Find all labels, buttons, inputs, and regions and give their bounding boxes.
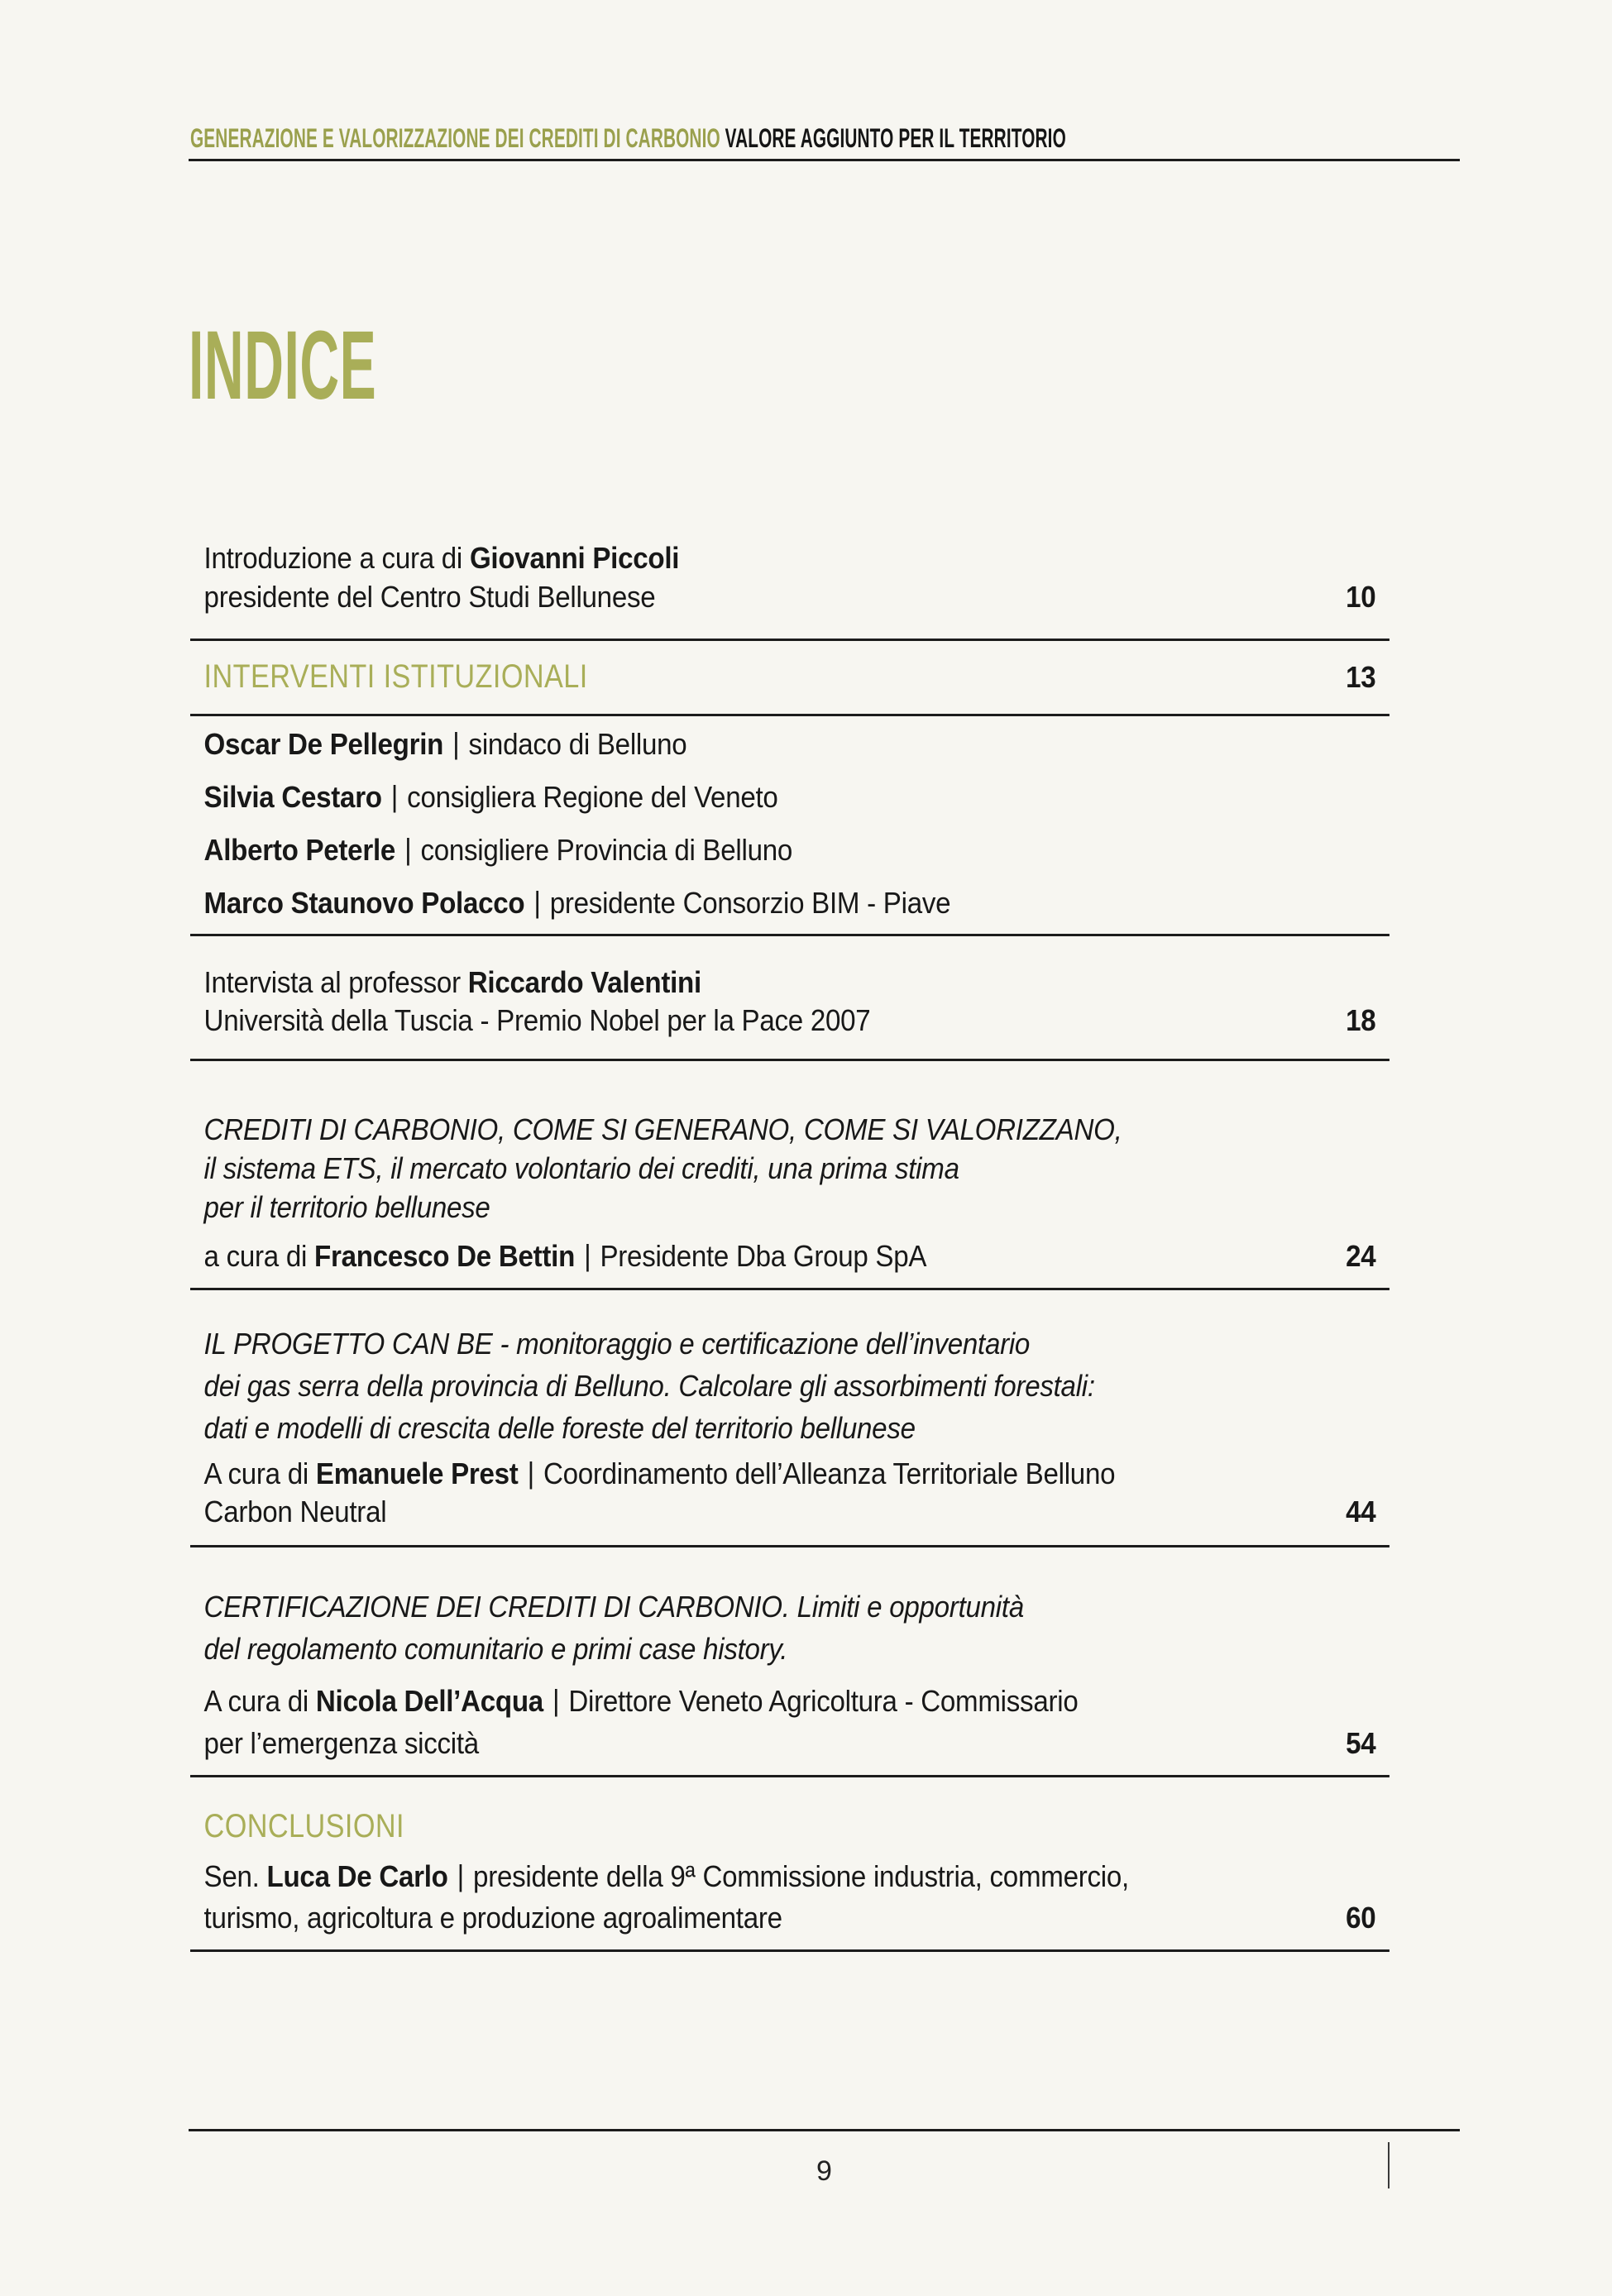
entry-author: Giovanni Piccoli bbox=[469, 541, 680, 575]
entry-title-italic bbox=[204, 1323, 1376, 1449]
entry-byline bbox=[204, 1680, 1376, 1764]
speaker-row bbox=[204, 824, 1376, 877]
speaker-row bbox=[204, 771, 1376, 824]
toc-entry-interventi-istituzionali bbox=[190, 656, 1390, 698]
rule-divider bbox=[190, 1288, 1390, 1290]
entry-author: Nicola Dell’Acqua bbox=[315, 1684, 543, 1718]
pipe-separator: | bbox=[404, 832, 412, 866]
speaker-name: Alberto Peterle bbox=[203, 833, 396, 867]
entry-author: Francesco De Bettin bbox=[314, 1239, 576, 1273]
author-role: Presidente Dba Group SpA bbox=[600, 1239, 927, 1273]
entry-text: Intervista al professor bbox=[203, 965, 468, 999]
entry-byline bbox=[204, 1455, 1376, 1531]
rule-divider bbox=[190, 714, 1390, 716]
speaker-name: Marco Staunovo Polacco bbox=[203, 886, 525, 920]
entry-text: CERTIFICAZIONE DEI CREDITI DI CARBONIO. Limiti e opportunità bbox=[203, 1590, 1024, 1624]
speaker-role: consigliera Regione del Veneto bbox=[407, 780, 778, 814]
entry-text: per l’emergenza siccità bbox=[203, 1726, 479, 1760]
toc-line bbox=[204, 1236, 1376, 1275]
toc-line bbox=[204, 1407, 1376, 1449]
rule-divider bbox=[190, 1545, 1390, 1547]
page-number: 44 bbox=[1346, 1495, 1376, 1528]
page-number: 60 bbox=[1346, 1901, 1376, 1935]
speaker-row bbox=[204, 718, 1376, 771]
rule-divider bbox=[190, 934, 1390, 936]
entry-text: dati e modelli di crescita delle foreste del territorio bellunese bbox=[203, 1411, 916, 1445]
entry-author: Riccardo Valentini bbox=[467, 965, 701, 999]
header-subtitle: VALORE AGGIUNTO PER IL TERRITORIO bbox=[725, 123, 1066, 153]
toc-line bbox=[204, 1365, 1376, 1407]
toc-line bbox=[204, 1002, 1376, 1040]
entry-title-italic bbox=[204, 1586, 1376, 1670]
page-number: 24 bbox=[1346, 1239, 1376, 1273]
pipe-separator: | bbox=[533, 885, 541, 919]
speaker-role: presidente Consorzio BIM - Piave bbox=[549, 886, 951, 920]
header-series-title: GENERAZIONE E VALORIZZAZIONE DEI CREDITI DI CARBONIO bbox=[190, 123, 720, 153]
pipe-separator: | bbox=[390, 779, 399, 813]
toc-line bbox=[204, 656, 1376, 698]
entry-text: Carbon Neutral bbox=[203, 1495, 387, 1528]
toc-line bbox=[204, 1110, 1376, 1149]
page-number: 10 bbox=[1346, 580, 1376, 614]
toc-line bbox=[204, 1455, 1376, 1493]
crop-mark bbox=[1388, 2142, 1390, 2188]
toc-line bbox=[204, 1149, 1376, 1188]
entry-text: A cura di bbox=[203, 1457, 316, 1490]
toc-line bbox=[204, 1188, 1376, 1227]
toc-line bbox=[204, 577, 1376, 616]
entry-text: presidente del Centro Studi Bellunese bbox=[203, 580, 656, 614]
toc-line bbox=[204, 1806, 1376, 1848]
entry-author: Emanuele Prest bbox=[315, 1457, 519, 1490]
toc-line bbox=[204, 1493, 1376, 1531]
author-role: Coordinamento dell’Alleanza Territoriale Belluno bbox=[543, 1457, 1116, 1490]
entry-text: Sen. bbox=[203, 1859, 267, 1893]
entry-text: del regolamento comunitario e primi case history. bbox=[203, 1632, 788, 1666]
rule-divider bbox=[190, 1949, 1390, 1952]
author-role: presidente della 9ª Commissione industria, commercio, bbox=[473, 1859, 1129, 1893]
entry-text: CREDITI DI CARBONIO, COME SI GENERANO, COME SI VALORIZZANO, bbox=[203, 1112, 1122, 1146]
toc-entry-progetto-can-be bbox=[190, 1323, 1390, 1531]
pipe-separator: | bbox=[584, 1238, 591, 1272]
footer-rule-divider bbox=[189, 2129, 1460, 2131]
speaker-name: Silvia Cestaro bbox=[203, 780, 382, 814]
entry-title-italic bbox=[204, 1110, 1376, 1227]
toc-entry-conclusioni bbox=[190, 1806, 1390, 1939]
toc-line bbox=[204, 1897, 1376, 1939]
rule-divider bbox=[190, 1775, 1390, 1777]
pipe-separator: | bbox=[457, 1858, 465, 1892]
pipe-separator: | bbox=[552, 1683, 560, 1717]
rule-divider bbox=[190, 639, 1390, 641]
page-number: 13 bbox=[1346, 660, 1376, 694]
toc-entry-introduzione bbox=[190, 538, 1390, 616]
page-title: INDICE bbox=[189, 311, 377, 420]
toc-line bbox=[204, 538, 1376, 577]
entry-text: Introduzione a cura di bbox=[203, 541, 470, 575]
author-role: Direttore Veneto Agricoltura - Commissario bbox=[568, 1684, 1079, 1718]
toc-entry-certificazione bbox=[190, 1586, 1390, 1764]
toc-line bbox=[204, 1323, 1376, 1365]
pipe-separator: | bbox=[452, 726, 460, 760]
pipe-separator: | bbox=[527, 1456, 534, 1490]
toc-line bbox=[204, 1856, 1376, 1897]
toc-line bbox=[204, 964, 1376, 1002]
speaker-role: sindaco di Belluno bbox=[468, 727, 687, 761]
entry-text: il sistema ETS, il mercato volontario dei crediti, una prima stima bbox=[203, 1151, 959, 1185]
toc-entry-crediti-di-carbonio bbox=[190, 1110, 1390, 1275]
entry-text: per il territorio bellunese bbox=[203, 1190, 490, 1224]
entry-text: turismo, agricoltura e produzione agroalimentare bbox=[203, 1901, 782, 1935]
speaker-role: consigliere Provincia di Belluno bbox=[420, 833, 793, 867]
entry-byline bbox=[204, 1856, 1376, 1939]
entry-text: a cura di bbox=[203, 1239, 315, 1273]
entry-text: A cura di bbox=[203, 1684, 316, 1718]
entry-text: Università della Tuscia - Premio Nobel per la Pace 2007 bbox=[203, 1003, 871, 1037]
toc-entry-intervista bbox=[190, 964, 1390, 1040]
toc-entry-speakers bbox=[190, 718, 1390, 930]
entry-byline bbox=[204, 1236, 1376, 1275]
toc-line bbox=[204, 1586, 1376, 1628]
section-label: INTERVENTI ISTITUZIONALI bbox=[203, 658, 588, 695]
entry-text: dei gas serra della provincia di Belluno. Calcolare gli assorbimenti forestali: bbox=[203, 1369, 1095, 1403]
folio-page-number: 9 bbox=[816, 2155, 832, 2187]
rule-divider bbox=[190, 1059, 1390, 1061]
table-of-contents bbox=[190, 0, 1390, 2296]
page-number: 54 bbox=[1346, 1726, 1376, 1760]
toc-line bbox=[204, 1722, 1376, 1764]
entry-author: Luca De Carlo bbox=[266, 1859, 448, 1893]
toc-line bbox=[204, 1680, 1376, 1722]
entry-text: IL PROGETTO CAN BE - monitoraggio e certificazione dell’inventario bbox=[203, 1327, 1031, 1361]
speaker-name: Oscar De Pellegrin bbox=[203, 727, 444, 761]
toc-line bbox=[204, 1628, 1376, 1670]
section-label: CONCLUSIONI bbox=[203, 1808, 404, 1844]
page-number: 18 bbox=[1346, 1003, 1376, 1037]
speaker-row bbox=[204, 877, 1376, 930]
